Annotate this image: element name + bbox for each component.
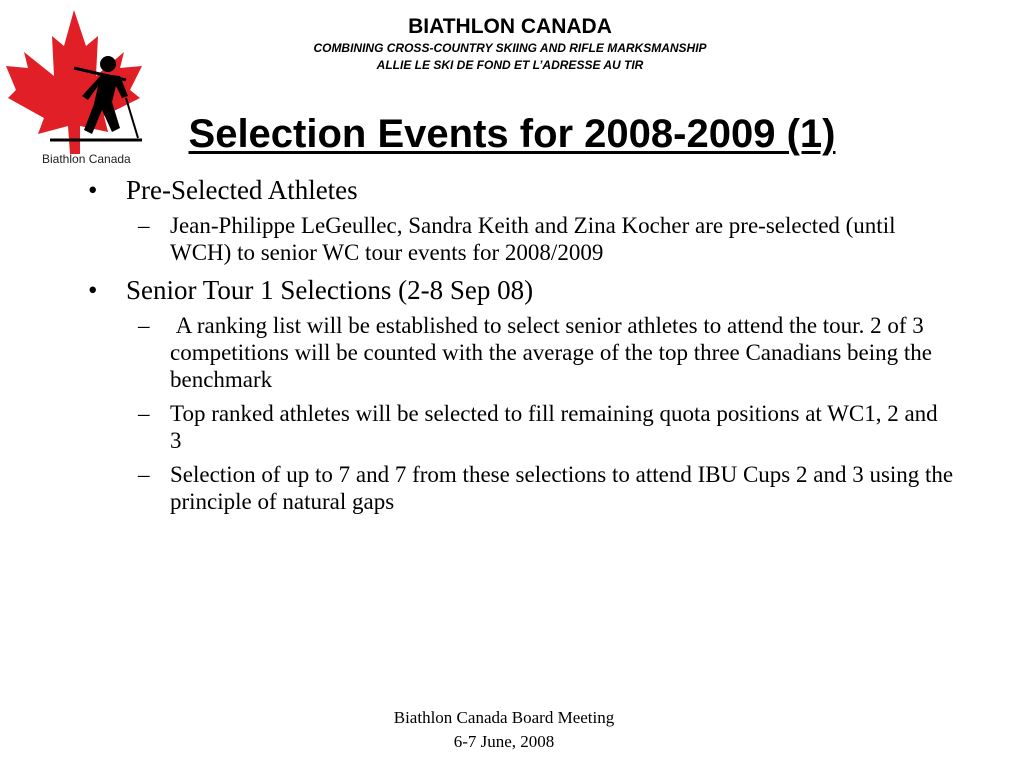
slide-footer: [324, 706, 684, 754]
sub-marker: –: [138, 213, 150, 238]
sub-item: [84, 400, 954, 454]
sub-marker: –: [138, 462, 150, 487]
slide-title: Selection Events for 2008-2009 (1): [188, 112, 836, 156]
bullet-text: Senior Tour 1 Selections (2-8 Sep 08): [126, 275, 534, 305]
footer-meeting: Biathlon Canada Board Meeting: [393, 708, 615, 727]
tagline-english: COMBINING CROSS-COUNTRY SKIING AND RIFLE MARKSMANSHIP: [313, 41, 707, 55]
sub-item: [84, 461, 954, 515]
sub-list: [84, 212, 954, 266]
sub-text: Jean-Philippe LeGeullec, Sandra Keith and Zina Kocher are pre-selected (until WCH) to senior WC tour events for 2008/2009: [170, 213, 896, 265]
footer-date: 6-7 June, 2008: [453, 732, 555, 751]
sub-item: [84, 312, 954, 393]
sub-text: A ranking list will be established to select senior athletes to attend the tour. 2 of 3 competitions will be counted with the average of the top three Canadians being the benchmark: [170, 313, 938, 392]
bullet-item: [84, 174, 954, 206]
sub-item: [84, 212, 954, 266]
sub-text: Top ranked athletes will be selected to fill remaining quota positions at WC1, 2 and 3: [170, 401, 938, 453]
bullet-item: [84, 274, 954, 306]
sub-marker: –: [138, 401, 150, 426]
logo-caption: Biathlon Canada: [42, 152, 131, 166]
org-header: [190, 14, 830, 74]
sub-text: Selection of up to 7 and 7 from these selections to attend IBU Cups 2 and 3 using the principle of natural gaps: [170, 462, 954, 514]
org-name: BIATHLON CANADA: [408, 15, 612, 38]
bullet-marker: •: [88, 275, 98, 305]
slide-content: [84, 174, 954, 523]
bullet-text: Pre-Selected Athletes: [126, 175, 358, 205]
bullet-marker: •: [88, 175, 98, 205]
sub-marker: –: [138, 313, 150, 338]
tagline-french: ALLIE LE SKI DE FOND ET L’ADRESSE AU TIR: [376, 58, 644, 72]
sub-list: [84, 312, 954, 515]
